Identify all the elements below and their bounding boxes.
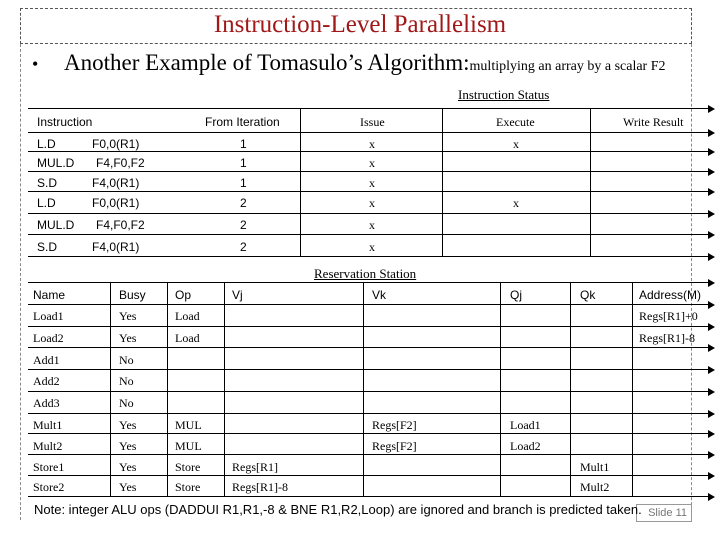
rs-op: Store	[175, 460, 201, 474]
grid-line	[632, 282, 633, 496]
rs-qk: Mult1	[580, 460, 610, 474]
rs-qj: Load1	[510, 418, 541, 432]
reservation-station-title: Reservation Station	[314, 266, 417, 281]
bullet-main-text: Another Example of Tomasulo’s Algorithm:	[64, 50, 470, 75]
grid-line	[363, 282, 364, 496]
grid-line	[28, 413, 708, 414]
rs-busy: Yes	[119, 418, 137, 432]
rs-name: Load2	[33, 331, 64, 345]
grid-line	[167, 282, 168, 496]
instruction-op: MUL.D	[37, 156, 75, 170]
execute-mark: x	[513, 137, 519, 151]
header-address: Address(M)	[639, 288, 702, 302]
rs-busy: No	[119, 396, 134, 410]
instruction-operands: F4,F0,F2	[96, 156, 145, 170]
grid-line	[590, 108, 591, 256]
rs-address: Regs[R1]+0	[639, 309, 698, 323]
grid-line	[300, 108, 301, 256]
arrowhead	[708, 279, 715, 287]
arrowhead	[708, 451, 715, 459]
rs-busy: Yes	[119, 460, 137, 474]
rs-address: Regs[R1]-8	[639, 331, 695, 345]
rs-name: Store2	[33, 480, 65, 494]
rs-vj: Regs[R1]	[232, 460, 278, 474]
rs-op: MUL	[175, 418, 202, 432]
slide-number: Slide 11	[636, 504, 692, 522]
grid-line	[442, 108, 443, 256]
issue-mark: x	[369, 240, 375, 254]
rs-op: Store	[175, 480, 201, 494]
arrowhead	[708, 472, 715, 480]
rs-qj: Load2	[510, 439, 541, 453]
grid-line	[28, 433, 708, 434]
footnote: Note: integer ALU ops (DADDUI R1,R1,-8 & BNE R1,R2,Loop) are ignored and branch is predicted taken.	[34, 502, 642, 517]
arrowhead	[708, 366, 715, 374]
grid-line	[28, 151, 708, 152]
grid-line	[570, 282, 571, 496]
bullet-text	[64, 50, 666, 76]
rs-vk: Regs[F2]	[372, 439, 417, 453]
grid-line	[28, 454, 708, 455]
grid-line	[28, 347, 708, 348]
header-vk: Vk	[372, 288, 387, 302]
grid-line	[28, 191, 708, 192]
bullet-subtext: multiplying an array by a scalar F2	[469, 59, 666, 74]
header-qk: Qk	[580, 288, 596, 302]
instruction-operands: F4,0(R1)	[92, 240, 140, 254]
grid-line	[28, 282, 708, 283]
instruction-operands: F4,F0,F2	[96, 218, 145, 232]
issue-mark: x	[369, 156, 375, 170]
bullet-point	[28, 50, 708, 80]
arrowhead	[708, 148, 715, 156]
instruction-operands: F0,0(R1)	[92, 196, 140, 210]
grid-line	[28, 171, 708, 172]
header-issue: Issue	[360, 115, 385, 129]
rs-vk: Regs[F2]	[372, 418, 417, 432]
instruction-iteration: 2	[240, 196, 247, 210]
grid-line	[28, 369, 708, 370]
issue-mark: x	[369, 218, 375, 232]
arrowhead	[708, 493, 715, 501]
rs-name: Store1	[33, 460, 65, 474]
issue-mark: x	[369, 196, 375, 210]
instruction-op: L.D	[37, 137, 56, 151]
header-name: Name	[33, 288, 66, 302]
header-busy: Busy	[119, 288, 146, 302]
header-vj: Vj	[232, 288, 243, 302]
grid-line	[28, 108, 708, 109]
rs-name: Add3	[33, 396, 60, 410]
instruction-operands: F4,0(R1)	[92, 176, 140, 190]
instruction-op: S.D	[37, 176, 58, 190]
rs-busy: No	[119, 353, 134, 367]
arrowhead	[708, 168, 715, 176]
rs-busy: Yes	[119, 439, 137, 453]
grid-line	[500, 282, 501, 496]
instruction-op: L.D	[37, 196, 56, 210]
rs-op: MUL	[175, 439, 202, 453]
rs-busy: Yes	[119, 331, 137, 345]
arrowhead	[708, 188, 715, 196]
issue-mark: x	[369, 176, 375, 190]
arrowhead	[708, 105, 715, 113]
grid-line	[28, 132, 708, 133]
instruction-iteration: 2	[240, 240, 247, 254]
header-execute: Execute	[496, 115, 535, 129]
grid-line	[224, 282, 225, 496]
grid-line	[110, 282, 111, 496]
arrowhead	[708, 253, 715, 261]
rs-busy: Yes	[119, 480, 137, 494]
arrowhead	[708, 129, 715, 137]
grid-line	[28, 234, 708, 235]
instruction-status-title: Instruction Status	[458, 87, 550, 102]
header-instruction: Instruction	[37, 115, 93, 129]
instruction-operands: F0,0(R1)	[92, 137, 140, 151]
rs-op: Load	[175, 331, 200, 345]
issue-mark: x	[369, 137, 375, 151]
instruction-iteration: 1	[240, 176, 247, 190]
rs-vj: Regs[R1]-8	[232, 480, 288, 494]
slide-title: Instruction-Level Parallelism	[213, 11, 507, 38]
arrowhead	[708, 344, 715, 352]
rs-name: Add2	[33, 374, 60, 388]
rs-qk: Mult2	[580, 480, 610, 494]
grid-line	[28, 256, 708, 257]
instruction-op: S.D	[37, 240, 58, 254]
rs-name: Mult1	[33, 418, 63, 432]
rs-busy: Yes	[119, 309, 137, 323]
rs-name: Load1	[33, 309, 64, 323]
bullet-symbol: •	[32, 54, 39, 74]
rs-name: Mult2	[33, 439, 63, 453]
instruction-iteration: 1	[240, 156, 247, 170]
grid-line	[28, 475, 708, 476]
rs-busy: No	[119, 374, 134, 388]
arrowhead	[708, 210, 715, 218]
arrowhead	[708, 231, 715, 239]
header-write-result: Write Result	[623, 115, 684, 129]
instruction-op: MUL.D	[37, 218, 75, 232]
rs-op: Load	[175, 309, 200, 323]
header-op: Op	[175, 288, 192, 302]
grid-line	[28, 326, 708, 327]
arrowhead	[708, 301, 715, 309]
grid-line	[28, 496, 708, 497]
grid-line	[28, 213, 708, 214]
header-iteration: From Iteration	[205, 115, 280, 129]
execute-mark: x	[513, 196, 519, 210]
grid-line	[28, 391, 708, 392]
header-qj: Qj	[510, 288, 522, 302]
rs-name: Add1	[33, 353, 60, 367]
instruction-iteration: 1	[240, 137, 247, 151]
arrowhead	[708, 388, 715, 396]
grid-line	[28, 304, 708, 305]
arrowhead	[708, 410, 715, 418]
arrowhead	[708, 323, 715, 331]
instruction-iteration: 2	[240, 218, 247, 232]
arrowhead	[708, 430, 715, 438]
